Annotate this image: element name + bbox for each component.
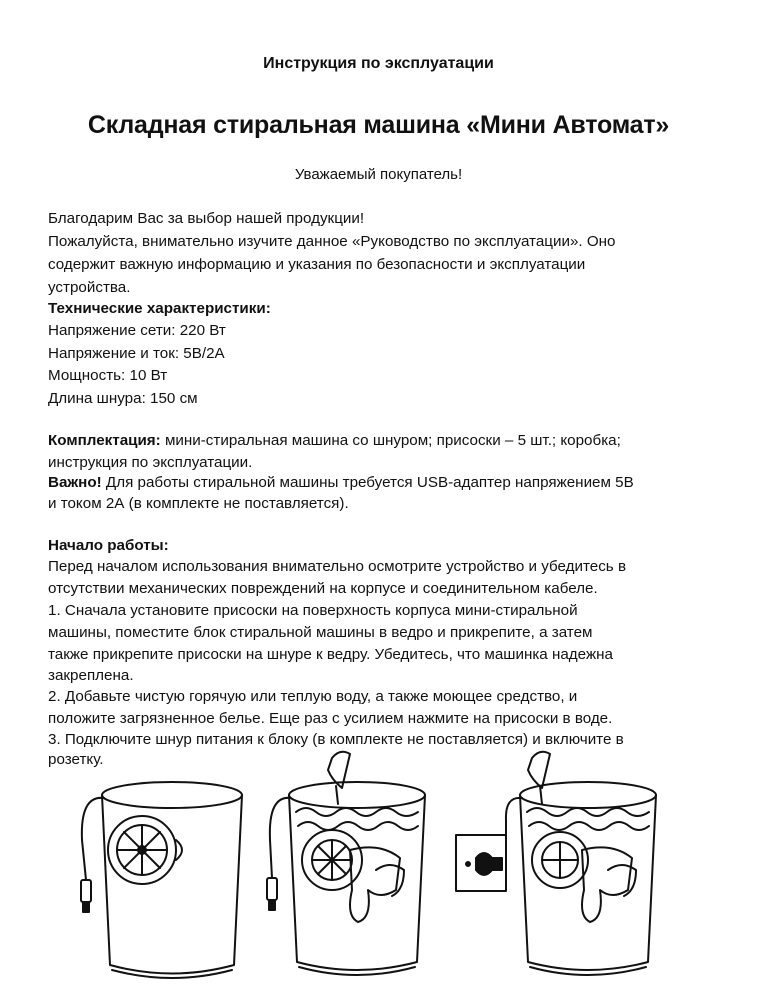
kit-line-2: инструкция по эксплуатации. — [48, 454, 253, 471]
intro-line: устройства. — [48, 279, 131, 296]
kit-label: Комплектация: — [48, 432, 161, 449]
bucket-step-1-icon — [81, 782, 242, 978]
start-line: закреплена. — [48, 667, 134, 684]
start-line: 3. Подключите шнур питания к блоку (в комплекте не поставляется) и включите в — [48, 731, 624, 748]
important-line — [48, 472, 634, 494]
socket-icon — [456, 835, 506, 891]
intro-line: Пожалуйста, внимательно изучите данное «Руководство по эксплуатации». Оно — [48, 233, 616, 250]
important-label: Важно! — [48, 474, 102, 491]
doc-title: Складная стиральная машина «Мини Автомат» — [87, 111, 670, 139]
bucket-step-2-icon — [267, 752, 425, 975]
setup-illustration — [0, 740, 757, 1000]
doc-header: Инструкция по эксплуатации — [263, 55, 494, 72]
greeting: Уважаемый покупатель! — [294, 166, 463, 183]
start-line: Перед началом использования внимательно осмотрите устройство и убедитесь в — [48, 558, 627, 575]
spec-item: Напряжение и ток: 5В/2А — [48, 345, 225, 362]
kit-text: мини-стиральная машина со шнуром; присоски – 5 шт.; коробка; — [160, 432, 621, 449]
start-line: розетку. — [48, 751, 104, 768]
start-heading: Начало работы: — [48, 537, 169, 554]
start-line: 1. Сначала установите присоски на поверхность корпуса мини-стиральной — [48, 602, 578, 619]
spec-item: Длина шнура: 150 см — [48, 390, 198, 407]
bucket-step-3-icon — [506, 752, 656, 975]
spec-item: Мощность: 10 Вт — [48, 367, 168, 384]
spec-item: Напряжение сети: 220 Вт — [48, 322, 226, 339]
start-line: отсутствии механических повреждений на корпусе и соединительном кабеле. — [48, 580, 598, 597]
intro-line: Благодарим Вас за выбор нашей продукции! — [48, 210, 365, 227]
start-line: также прикрепите присоски на шнуре к ведру. Убедитесь, что машинка надежна — [48, 646, 613, 663]
start-line: положите загрязненное белье. Еще раз с усилием нажмите на присоски в воде. — [48, 710, 613, 727]
kit-line — [48, 430, 621, 452]
start-line: 2. Добавьте чистую горячую или теплую воду, а также моющее средство, и — [48, 688, 578, 705]
intro-line: содержит важную информацию и указания по безопасности и эксплуатации — [48, 256, 586, 273]
start-line: машины, поместите блок стиральной машины в ведро и прикрепите, а затем — [48, 624, 593, 641]
specs-heading: Технические характеристики: — [48, 300, 271, 317]
important-text: Для работы стиральной машины требуется USB-адаптер напряжением 5В — [101, 474, 634, 491]
important-line-2: и током 2А (в комплекте не поставляется). — [48, 495, 349, 512]
